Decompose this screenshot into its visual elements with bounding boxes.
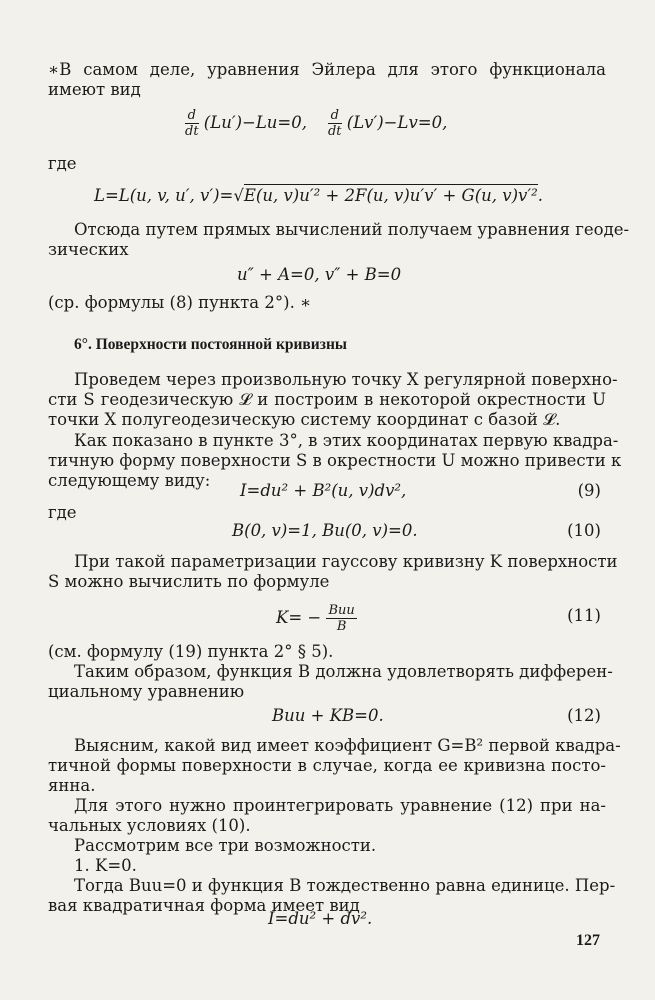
text-line: циальному уравнению [48,682,245,701]
text-line: точки X полугеодезическую систему координат с базой 𝓛. [48,410,561,429]
text-line: S можно вычислить по формуле [48,572,330,591]
text-line: Для этого нужно проинтегрировать уравнение (12) при на- [74,796,606,815]
text-line: вая квадратичная форма имеет вид [48,896,360,915]
text-line: Рассмотрим все три возможности. [74,836,377,855]
text-line: янна. [48,776,96,795]
equation-number: (9) [577,481,601,500]
text-line: зических [48,240,129,259]
formula-10: B(0, v)=1, Bu(0, v)=0. [232,521,418,540]
text-line: где [48,154,77,173]
equation-number: (11) [567,606,601,625]
formula-9: I=du² + B²(u, v)dv², [240,481,407,500]
formula-12: Buu + KB=0. [272,706,384,725]
text-line: тичной формы поверхности в случае, когда ее кривизна посто- [48,756,606,775]
geodesic-equations: u″ + A=0, v″ + B=0 [237,265,402,284]
text-line: сти S геодезическую 𝓛 и построим в некоторой окрестности U [48,390,606,409]
text-line: Выясним, какой вид имеет коэффициент G=B² первой квадра- [74,736,621,755]
text-line: ∗В самом деле, уравнения Эйлера для этого функционала [48,60,606,79]
equation-number: (12) [567,706,601,725]
text-line: Проведем через произвольную точку X регулярной поверхно- [74,370,618,389]
text-line: (см. формулу (19) пункта 2° § 5). [48,642,334,661]
text-line: имеют вид [48,80,141,99]
section-heading: 6°. Поверхности постоянной кривизны [74,336,347,353]
text-line: Как показано в пункте 3°, в этих координатах первую квадра- [74,431,619,450]
text-line: Таким образом, функция B должна удовлетворять дифферен- [74,662,613,681]
text-line: тичную форму поверхности S в окрестности U можно привести к [48,451,622,470]
text-line: При такой параметризации гауссову кривизну K поверхности [74,552,618,571]
equation-number: (10) [567,521,601,540]
text-line: следующему виду: [48,471,211,490]
text-line: где [48,503,77,522]
text-line: Отсюда путем прямых вычислений получаем уравнения геоде- [74,220,630,239]
text-line: чальных условиях (10). [48,816,251,835]
lagrangian-formula: L=L(u, v, u′, v′)=√E(u, v)u′² + 2F(u, v)u′v′ + G(u, v)v′². [94,186,543,205]
formula-11: K= − $\frac{\text{Buu}}{B}$ [276,603,355,634]
text-line: Тогда Buu=0 и функция B тождественно равна единице. Пер- [74,876,616,895]
euler-equations: $\frac{d}{dt}$ (Lu′)−Lu=0, $\frac{d}{dt}$ (Lv′)−Lv=0, [185,108,448,139]
page-number: 127 [576,932,600,949]
text-line: (ср. формулы (8) пункта 2°). ∗ [48,293,312,312]
formula-last: I=du² + dv². [268,909,373,928]
text-line: 1. K=0. [74,856,137,875]
